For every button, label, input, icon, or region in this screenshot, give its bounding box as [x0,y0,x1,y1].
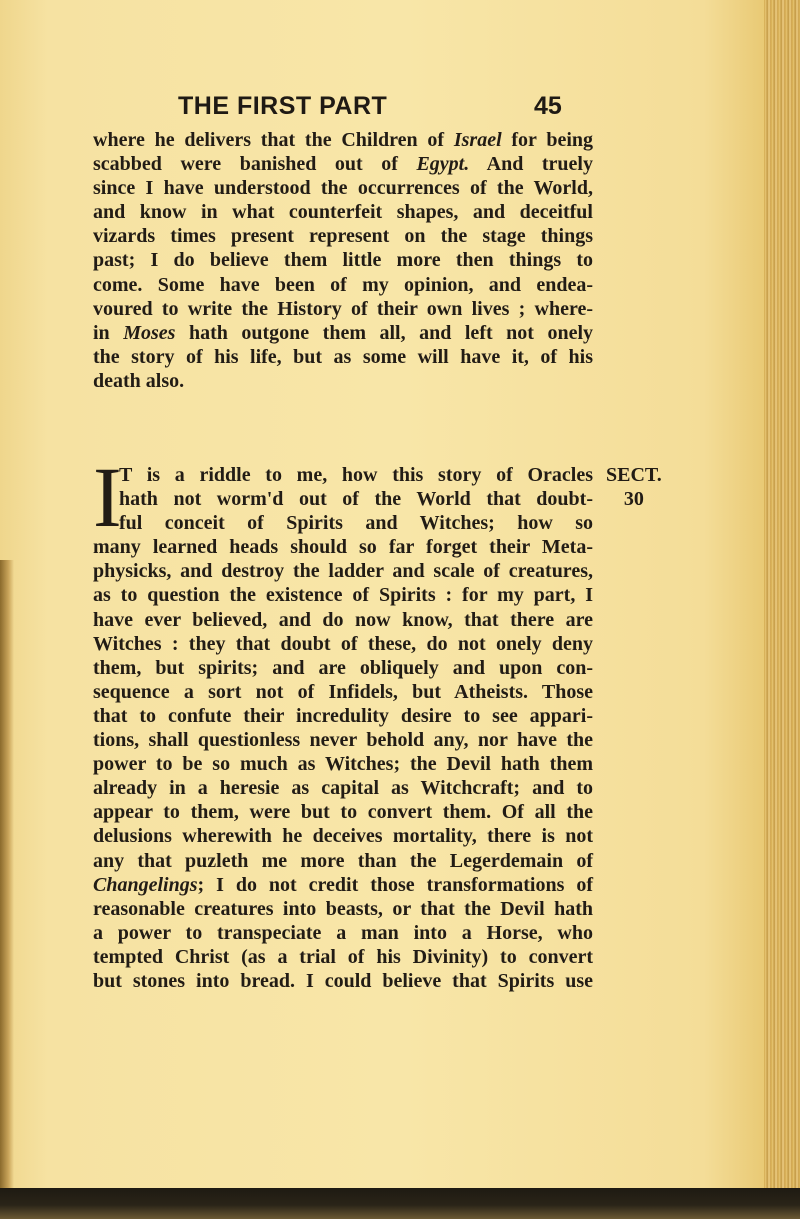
text-line: the story of his life, but as some will have it, of his [93,345,593,368]
text-line: appear to them, were but to convert them. Of all the [93,801,593,824]
text-line: where he delivers that the Children of Israel for being [93,129,593,151]
text-line: vizards times present represent on the stage things [93,225,593,248]
text-line: scabbed were banished out of Egypt. And truely [93,153,593,176]
page-number: 45 [534,92,562,120]
text-line: since I have understood the occurrences of the World, [93,177,593,200]
text-line: delusions wherewith he deceives mortality, there is not [93,825,593,848]
text-line: any that puzleth me more than the Legerdemain of [93,849,593,872]
text-line: T is a riddle to me, how this story of Oracles [119,464,593,486]
text-line: come. Some have been of my opinion, and endea- [93,273,593,296]
text-line: already in a heresie as capital as Witchcraft; and to [93,777,593,800]
text-line: them, but spirits; and are obliquely and upon con- [93,656,593,679]
paragraph-2 [93,463,593,993]
text-line: death also. [93,369,185,392]
text-line: past; I do believe them little more then things to [93,249,593,272]
text-line: reasonable creatures into beasts, or that the Devil hath [93,897,593,920]
text-line: have ever believed, and do now know, that there are [93,608,593,631]
text-line: voured to write the History of their own lives ; where- [93,297,593,320]
section-marginal-note [606,463,662,511]
scan-bottom-edge [0,1188,800,1219]
text-line: ful conceit of Spirits and Witches; how so [119,512,593,535]
text-line: that to confute their incredulity desire to see appari- [93,704,593,727]
text-line: as to question the existence of Spirits : for my part, I [93,584,593,607]
drop-cap: I [93,449,122,545]
text-line: power to be so much as Witches; the Devil hath them [93,753,593,776]
text-line: but stones into bread. I could believe that Spirits use [93,969,593,992]
paragraph-1 [93,128,593,393]
section-label: SECT. [606,464,662,486]
text-line: in Moses hath outgone them all, and left not onely [93,321,593,344]
section-number: 30 [623,488,644,511]
text-line: Changelings; I do not credit those transformations of [93,873,593,896]
text-line: and know in what counterfeit shapes, and deceitful [93,201,593,224]
text-line: tempted Christ (as a trial of his Divinity) to convert [93,945,593,968]
gutter-shadow [0,560,14,1200]
text-line: Witches : they that doubt of these, do not onely deny [93,632,593,655]
text-line: hath not worm'd out of the World that doubt- [119,488,593,511]
text-line: many learned heads should so far forget their Meta- [93,536,593,559]
text-line: tions, shall questionless never behold any, nor have the [93,729,593,752]
running-head: THE FIRST PART [178,92,388,120]
text-line: physicks, and destroy the ladder and scale of creatures, [93,560,593,583]
text-line: a power to transpeciate a man into a Horse, who [93,921,593,944]
page-edges [764,0,800,1219]
text-line: sequence a sort not of Infidels, but Atheists. Those [93,680,593,703]
